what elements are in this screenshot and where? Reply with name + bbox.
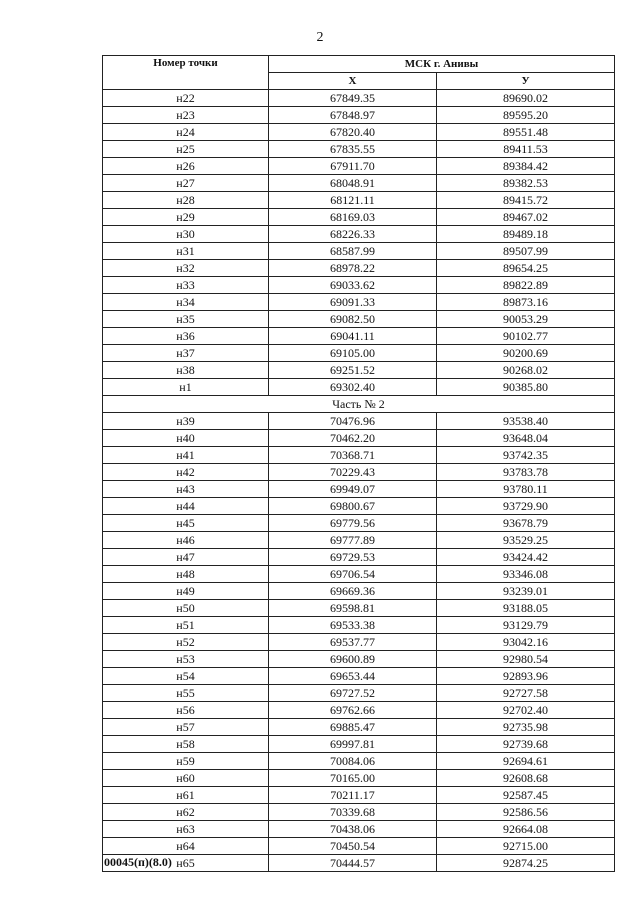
x-cell: 69885.47 (269, 719, 437, 736)
point-cell: н29 (103, 209, 269, 226)
x-cell: 70229.43 (269, 464, 437, 481)
table-row (103, 855, 615, 872)
point-cell: н44 (103, 498, 269, 515)
y-cell: 89551.48 (437, 124, 615, 141)
y-cell: 93742.35 (437, 447, 615, 464)
point-cell: н58 (103, 736, 269, 753)
table-row (103, 583, 615, 600)
table-row (103, 379, 615, 396)
point-cell: н40 (103, 430, 269, 447)
point-cell: н56 (103, 702, 269, 719)
point-cell: н54 (103, 668, 269, 685)
point-cell: н60 (103, 770, 269, 787)
x-cell: 69598.81 (269, 600, 437, 617)
table-body-part2 (103, 413, 615, 872)
point-cell: н38 (103, 362, 269, 379)
x-cell: 70339.68 (269, 804, 437, 821)
point-cell: н22 (103, 90, 269, 107)
y-cell: 92874.25 (437, 855, 615, 872)
x-cell: 69251.52 (269, 362, 437, 379)
header-point-number: Номер точки (103, 56, 269, 90)
table-row (103, 821, 615, 838)
point-cell: н61 (103, 787, 269, 804)
y-cell: 89382.53 (437, 175, 615, 192)
y-cell: 90385.80 (437, 379, 615, 396)
x-cell: 69727.52 (269, 685, 437, 702)
x-cell: 69729.53 (269, 549, 437, 566)
x-cell: 68048.91 (269, 175, 437, 192)
table-row (103, 838, 615, 855)
x-cell: 69537.77 (269, 634, 437, 651)
y-cell: 89489.18 (437, 226, 615, 243)
table-row (103, 413, 615, 430)
y-cell: 93648.04 (437, 430, 615, 447)
y-cell: 89822.89 (437, 277, 615, 294)
point-cell: н35 (103, 311, 269, 328)
point-cell: н57 (103, 719, 269, 736)
point-cell: н26 (103, 158, 269, 175)
table-row (103, 770, 615, 787)
table-row (103, 498, 615, 515)
x-cell: 70444.57 (269, 855, 437, 872)
y-cell: 93780.11 (437, 481, 615, 498)
x-cell: 68587.99 (269, 243, 437, 260)
table-row (103, 243, 615, 260)
table-row (103, 600, 615, 617)
y-cell: 92715.00 (437, 838, 615, 855)
y-cell: 90268.02 (437, 362, 615, 379)
y-cell: 90200.69 (437, 345, 615, 362)
y-cell: 93678.79 (437, 515, 615, 532)
point-cell: н45 (103, 515, 269, 532)
y-cell: 92702.40 (437, 702, 615, 719)
table-row (103, 141, 615, 158)
x-cell: 69033.62 (269, 277, 437, 294)
x-cell: 67835.55 (269, 141, 437, 158)
point-cell: н63 (103, 821, 269, 838)
x-cell: 69777.89 (269, 532, 437, 549)
table-row (103, 362, 615, 379)
y-cell: 92694.61 (437, 753, 615, 770)
point-cell: н34 (103, 294, 269, 311)
table-row (103, 634, 615, 651)
x-cell: 70476.96 (269, 413, 437, 430)
point-cell: н62 (103, 804, 269, 821)
y-cell: 93538.40 (437, 413, 615, 430)
y-cell: 92739.68 (437, 736, 615, 753)
point-cell: н33 (103, 277, 269, 294)
table-row (103, 532, 615, 549)
table-row (103, 158, 615, 175)
x-cell: 67848.97 (269, 107, 437, 124)
y-cell: 89507.99 (437, 243, 615, 260)
y-cell: 92586.56 (437, 804, 615, 821)
point-cell: н32 (103, 260, 269, 277)
table-row (103, 736, 615, 753)
section-row-group (103, 396, 615, 413)
x-cell: 69533.38 (269, 617, 437, 634)
x-cell: 68978.22 (269, 260, 437, 277)
point-cell: н39 (103, 413, 269, 430)
table-row (103, 549, 615, 566)
x-cell: 69082.50 (269, 311, 437, 328)
point-cell: н53 (103, 651, 269, 668)
x-cell: 69105.00 (269, 345, 437, 362)
y-cell: 93129.79 (437, 617, 615, 634)
point-cell: н51 (103, 617, 269, 634)
table-row (103, 481, 615, 498)
y-cell: 89873.16 (437, 294, 615, 311)
table-row (103, 668, 615, 685)
point-cell: н25 (103, 141, 269, 158)
x-cell: 67820.40 (269, 124, 437, 141)
y-cell: 92980.54 (437, 651, 615, 668)
table-header-row (103, 56, 615, 73)
table-row (103, 226, 615, 243)
table-row (103, 311, 615, 328)
table-row (103, 90, 615, 107)
y-cell: 92664.08 (437, 821, 615, 838)
x-cell: 69091.33 (269, 294, 437, 311)
y-cell: 89415.72 (437, 192, 615, 209)
y-cell: 89595.20 (437, 107, 615, 124)
point-cell: н46 (103, 532, 269, 549)
y-cell: 92735.98 (437, 719, 615, 736)
table-row (103, 804, 615, 821)
y-cell: 92587.45 (437, 787, 615, 804)
table-row (103, 787, 615, 804)
header-msk: МСК г. Анивы (269, 56, 615, 73)
header-y: У (437, 73, 615, 90)
table-row (103, 566, 615, 583)
x-cell: 68121.11 (269, 192, 437, 209)
y-cell: 93188.05 (437, 600, 615, 617)
y-cell: 90053.29 (437, 311, 615, 328)
x-cell: 67911.70 (269, 158, 437, 175)
table-row (103, 447, 615, 464)
y-cell: 90102.77 (437, 328, 615, 345)
y-cell: 89411.53 (437, 141, 615, 158)
table-row (103, 685, 615, 702)
y-cell: 89467.02 (437, 209, 615, 226)
point-cell: н41 (103, 447, 269, 464)
x-cell: 68226.33 (269, 226, 437, 243)
x-cell: 70368.71 (269, 447, 437, 464)
table-row (103, 464, 615, 481)
table-row (103, 617, 615, 634)
y-cell: 93042.16 (437, 634, 615, 651)
table-body-part1 (103, 90, 615, 396)
table-row (103, 260, 615, 277)
y-cell: 92893.96 (437, 668, 615, 685)
x-cell: 70084.06 (269, 753, 437, 770)
table-row (103, 702, 615, 719)
x-cell: 69041.11 (269, 328, 437, 345)
table-row (103, 430, 615, 447)
table-row (103, 277, 615, 294)
x-cell: 69779.56 (269, 515, 437, 532)
y-cell: 93529.25 (437, 532, 615, 549)
y-cell: 93424.42 (437, 549, 615, 566)
y-cell: 92608.68 (437, 770, 615, 787)
x-cell: 69669.36 (269, 583, 437, 600)
point-cell: н36 (103, 328, 269, 345)
x-cell: 70211.17 (269, 787, 437, 804)
x-cell: 69949.07 (269, 481, 437, 498)
y-cell: 89690.02 (437, 90, 615, 107)
coordinates-table (102, 55, 615, 872)
table-row (103, 651, 615, 668)
y-cell: 93346.08 (437, 566, 615, 583)
y-cell: 93239.01 (437, 583, 615, 600)
x-cell: 69997.81 (269, 736, 437, 753)
table-row (103, 753, 615, 770)
point-cell: н37 (103, 345, 269, 362)
x-cell: 69762.66 (269, 702, 437, 719)
header-x: Х (269, 73, 437, 90)
table-row (103, 209, 615, 226)
table-row (103, 719, 615, 736)
point-cell: н49 (103, 583, 269, 600)
point-cell: н50 (103, 600, 269, 617)
table-row (103, 192, 615, 209)
point-cell: н24 (103, 124, 269, 141)
x-cell: 70438.06 (269, 821, 437, 838)
table-row (103, 515, 615, 532)
point-cell: н30 (103, 226, 269, 243)
x-cell: 70462.20 (269, 430, 437, 447)
point-cell: н48 (103, 566, 269, 583)
point-cell: н55 (103, 685, 269, 702)
x-cell: 70450.54 (269, 838, 437, 855)
table-row (103, 124, 615, 141)
x-cell: 70165.00 (269, 770, 437, 787)
y-cell: 89654.25 (437, 260, 615, 277)
point-cell: н52 (103, 634, 269, 651)
y-cell: 92727.58 (437, 685, 615, 702)
x-cell: 69302.40 (269, 379, 437, 396)
y-cell: 89384.42 (437, 158, 615, 175)
point-cell: н43 (103, 481, 269, 498)
x-cell: 67849.35 (269, 90, 437, 107)
point-cell: н31 (103, 243, 269, 260)
point-cell: н64 (103, 838, 269, 855)
x-cell: 69706.54 (269, 566, 437, 583)
y-cell: 93729.90 (437, 498, 615, 515)
section-row (103, 396, 615, 413)
table-row (103, 175, 615, 192)
x-cell: 68169.03 (269, 209, 437, 226)
footer-code: 00045(п)(8.0) (104, 855, 172, 869)
point-cell: н59 (103, 753, 269, 770)
table-row (103, 294, 615, 311)
x-cell: 69653.44 (269, 668, 437, 685)
x-cell: 69800.67 (269, 498, 437, 515)
table-row (103, 107, 615, 124)
point-cell: н42 (103, 464, 269, 481)
point-cell: н47 (103, 549, 269, 566)
y-cell: 93783.78 (437, 464, 615, 481)
point-cell: н28 (103, 192, 269, 209)
point-cell: н65 (103, 855, 269, 872)
table-row (103, 328, 615, 345)
point-cell: н27 (103, 175, 269, 192)
point-cell: н23 (103, 107, 269, 124)
table-row (103, 345, 615, 362)
page-number: 2 (316, 30, 324, 45)
x-cell: 69600.89 (269, 651, 437, 668)
point-cell: н1 (103, 379, 269, 396)
section-label: Часть № 2 (103, 396, 615, 413)
